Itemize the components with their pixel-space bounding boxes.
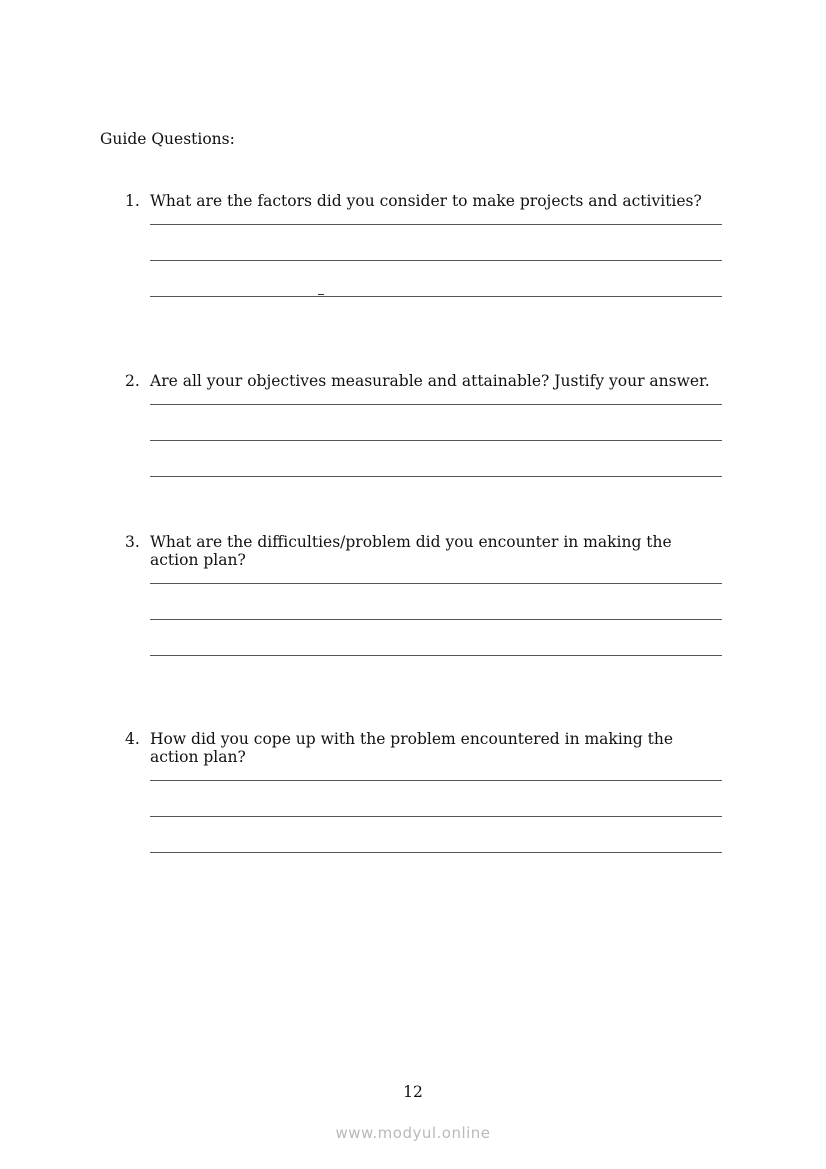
answer-line[interactable]: [150, 440, 722, 441]
answer-line[interactable]: [150, 224, 722, 225]
answer-line[interactable]: [150, 476, 722, 477]
question-1: [120, 192, 724, 210]
question-1-number: 1.: [125, 192, 140, 210]
question-3-number: 3.: [125, 533, 140, 551]
question-2: [120, 372, 724, 390]
question-4-text-block: [120, 730, 724, 766]
answer-line[interactable]: [150, 780, 722, 781]
question-3: [120, 533, 724, 569]
answer-line[interactable]: [150, 296, 722, 297]
watermark: www.modyul.online: [335, 1124, 491, 1142]
answer-line[interactable]: [150, 404, 722, 405]
question-2-text: Are all your objectives measurable and attainable? Justify your answer.: [150, 372, 710, 390]
answer-line[interactable]: [150, 260, 722, 261]
question-1-text-block: [120, 192, 724, 210]
question-3-text-block: [120, 533, 724, 569]
answer-line[interactable]: [150, 619, 722, 620]
stray-mark: [318, 294, 324, 295]
question-2-text-block: [120, 372, 724, 390]
question-4-number: 4.: [125, 730, 140, 748]
answer-line[interactable]: [150, 655, 722, 656]
guide-questions-heading: Guide Questions:: [100, 130, 235, 148]
answer-line[interactable]: [150, 852, 722, 853]
question-4: [120, 730, 724, 766]
page-number: 12: [403, 1083, 423, 1101]
question-2-number: 2.: [125, 372, 140, 390]
question-1-text: What are the factors did you consider to make projects and activities?: [150, 192, 702, 210]
question-4-text: How did you cope up with the problem encountered in making the action plan?: [150, 730, 673, 766]
answer-line[interactable]: [150, 583, 722, 584]
question-3-text: What are the difficulties/problem did you encounter in making the action plan?: [150, 533, 672, 569]
answer-line[interactable]: [150, 816, 722, 817]
